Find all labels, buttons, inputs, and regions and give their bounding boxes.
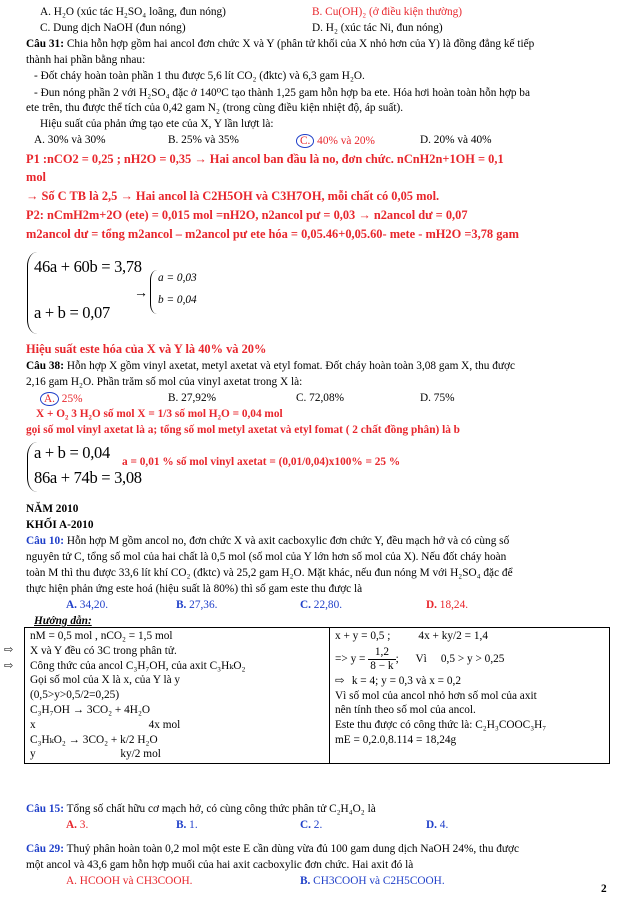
q10-option-a-letter: A.	[66, 599, 77, 611]
q29-label: Câu 29:	[26, 843, 64, 855]
q31-option-b: B. 25% và 35%	[168, 134, 239, 146]
hollow-arrow-icon: ⇨	[4, 644, 14, 656]
q38-line-1	[26, 360, 515, 372]
q38-option-a	[40, 392, 83, 406]
q10-label: Câu 10:	[26, 535, 64, 547]
q15-option-d-letter: D.	[426, 819, 437, 831]
q15-option-a	[66, 819, 88, 831]
q10-option-a-text: 34,20.	[76, 599, 109, 611]
q15-option-b	[176, 819, 198, 831]
q15-option-c-letter: C.	[300, 819, 311, 831]
result-brace	[150, 270, 158, 314]
solution-right-line	[335, 644, 604, 674]
solution-left-line: C₃H₇OH → 3CO₂ + 4H₂O	[30, 703, 151, 716]
q38-equation-1: a + b = 0,04	[34, 443, 110, 462]
fraction	[368, 646, 395, 673]
q38-option-d: D. 75%	[420, 392, 455, 404]
guide-heading: Hướng dẫn:	[34, 615, 92, 627]
q31-conclusion: Hiệu suất este hóa của X và Y là 40% và 20%	[26, 342, 267, 356]
q31-option-c	[296, 134, 375, 148]
q31-label: Câu 31:	[26, 38, 64, 50]
q30-option-d: D. H₂ (xúc tác Ni, đun nóng)	[312, 22, 443, 34]
q31-solution-4: P2: nCmH2m+2O (ete) = 0,015 mol =nH2O, n2ancol pư = 0,03 → n2ancol dư = 0,07	[26, 208, 468, 222]
eq-y-prefix: => y =	[335, 652, 366, 665]
q15-text: Tổng số chất hữu cơ mạch hở, có cùng công thức phân tử C₂H₄O₂ là	[66, 803, 376, 815]
q10-option-c	[300, 599, 342, 611]
page-number: 2	[601, 883, 607, 895]
q31-option-c-text: 40% và 20%	[314, 135, 375, 147]
q31-line-2: thành hai phần bằng nhau:	[26, 54, 146, 66]
solution-left-line: Công thức của ancol C₃H₇OH, của axit C₃HₖO₂	[30, 659, 246, 672]
solution-left-line: y ky/2 mol	[30, 748, 161, 761]
solution-left-line: Gọi số mol của X là x, của Y là y	[30, 674, 181, 687]
q10-line-3: toàn M thì thu được 33,6 lít khí CO₂ (đktc) và 25,2 gam H₂O. Mặt khác, nếu đun nóng M với H₂SO₄ đặc để	[26, 567, 513, 579]
q38-line-2: 2,16 gam H₂O. Phần trăm số mol của vinyl axetat trong X là:	[26, 376, 303, 388]
q10-option-d-letter: D.	[426, 599, 437, 611]
q38-option-c: C. 72,08%	[296, 392, 345, 404]
q10-option-c-text: 22,80.	[310, 599, 343, 611]
q29-option-b	[300, 875, 445, 887]
q38-result: a = 0,01 % số mol vinyl axetat = (0,01/0,04)x100% = 25 %	[122, 456, 401, 468]
q31-result-b: b = 0,04	[158, 294, 197, 306]
q38-option-a-text: 25%	[58, 393, 83, 405]
solution-right-line: mE = 0,2.0,8.114 = 18,24g	[335, 733, 457, 746]
q10-option-b-text: 27,36.	[186, 599, 218, 611]
q15-option-c	[300, 819, 322, 831]
q31-option-a: A. 30% và 30%	[34, 134, 106, 146]
block-heading: KHỐI A-2010	[26, 519, 94, 531]
q10-line-2: nguyên tử C, tổng số mol của hai chất là 0,5 mol (số mol của Y lớn hơn số mol của X). Nếu đốt cháy hoàn	[26, 551, 507, 563]
solution-left-line: (0,5>y>0,5/2=0,25)	[30, 689, 120, 702]
q10-option-d	[426, 599, 468, 611]
q31-solution-5: m2ancol dư = tổng m2ancol – m2ancol pư ete hóa = 0,05.46+0,05.60- mete - mH2O =3,78 gam	[26, 227, 519, 241]
q29-line-1	[26, 843, 519, 855]
q10-text-1: Hỗn hợp M gồm ancol no, đơn chức X và axit cacboxylic đơn chức Y, đều mạch hở và có cùng số	[66, 535, 510, 547]
q10-option-d-text: 18,24.	[436, 599, 469, 611]
q10-option-c-letter: C.	[300, 599, 311, 611]
q38-option-b: B. 27,92%	[168, 392, 217, 404]
q38-solution-2: gọi số mol vinyl axetat là a; tổng số mol metyl axetat và etyl fomat ( 2 chất đồng phân) là b	[26, 424, 460, 436]
implies-arrow: →	[134, 286, 148, 301]
q38-label: Câu 38:	[26, 360, 64, 372]
q29-option-b-text: CH3COOH và C2H5COOH.	[310, 875, 445, 887]
q31-line-5: ete trên, thu được thể tích của 0,42 gam N₂ (trong cùng điều kiện nhiệt độ, áp suất).	[26, 102, 404, 114]
q15-option-d	[426, 819, 448, 831]
q31-line-4: - Đun nóng phần 2 với H₂SO₄ đặc ở 140⁰C tạo thành 1,25 gam hỗn hợp ba ete. Hóa hơi hoàn toàn hỗn hợp ba	[34, 87, 530, 99]
q31-equation-2: a + b = 0,07	[34, 303, 110, 322]
solution-left-line: nM = 0,5 mol , nCO₂ = 1,5 mol	[30, 630, 173, 642]
q15-option-a-letter: A.	[66, 819, 77, 831]
q29-text-1: Thuỷ phân hoàn toàn 0,2 mol một este E cần dùng vừa đủ 100 gam dung dịch NaOH 24%, thu được	[66, 843, 520, 855]
solution-right-line: Vì số mol của ancol nhỏ hơn số mol của axit	[335, 689, 537, 702]
q29-option-b-letter: B.	[300, 875, 311, 887]
q30-option-a: A. H₂O (xúc tác H₂SO₄ loãng, đun nóng)	[40, 6, 226, 18]
q10-option-b	[176, 599, 217, 611]
q31-solution-3: → Số C TB là 2,5 → Hai ancol là C2H5OH và C3H7OH, mỗi chất có 0,05 mol.	[26, 189, 440, 203]
solution-right-line	[335, 629, 604, 644]
q31-option-d: D. 20% và 40%	[420, 134, 492, 146]
solution-right-cell	[330, 628, 610, 764]
hollow-arrow-icon: ⇨	[335, 674, 345, 687]
q31-result-a: a = 0,03	[158, 272, 197, 284]
q15-option-d-text: 4.	[436, 819, 449, 831]
q38-text-1: Hỗn hợp X gồm vinyl axetat, metyl axetat và etyl fomat. Đốt cháy hoàn toàn 3,08 gam X, thu được	[66, 360, 516, 372]
q29-line-2: một ancol và 43,6 gam hỗn hợp muối của hai axit cacboxylic đơn chức. Hai axit đó là	[26, 859, 414, 871]
eq-h2o: 4x + ky/2 = 1,4	[418, 630, 488, 642]
solution-left-cell	[25, 628, 330, 764]
q10-option-a	[66, 599, 108, 611]
eq-sum: x + y = 0,5 ;	[335, 630, 391, 642]
q38-equation-2: 86a + 74b = 3,08	[34, 468, 142, 487]
q31-line-6: Hiệu suất của phản ứng tạo ete của X, Y lần lượt là:	[40, 118, 274, 130]
q30-option-c: C. Dung dịch NaOH (đun nóng)	[40, 22, 186, 34]
q31-equation-1: 46a + 60b = 3,78	[34, 257, 142, 276]
q15-option-b-letter: B.	[176, 819, 187, 831]
q31-text-1: Chia hỗn hợp gồm hai ancol đơn chức X và Y (phân tử khối của X nhỏ hơn của Y) là đồng đẳng kế tiếp	[66, 38, 535, 50]
q31-line-3: - Đốt cháy hoàn toàn phần 1 thu được 5,6 lít CO₂ (đktc) và 6,3 gam H₂O.	[34, 70, 365, 82]
eq-y-suffix: ; Vì 0,5 > y > 0,25	[395, 652, 505, 665]
solution-table	[24, 627, 610, 764]
q15-option-a-text: 3.	[76, 819, 89, 831]
year-heading: NĂM 2010	[26, 503, 79, 515]
q15-option-c-text: 2.	[310, 819, 323, 831]
q38-solution-1: X + O₂ 3 H₂O số mol X = 1/3 số mol H₂O = 0,04 mol	[36, 408, 283, 420]
answer-circle: C.	[296, 134, 314, 148]
q10-line-1	[26, 535, 509, 547]
result-k: k = 4; y = 0,3 và x = 0,2	[349, 674, 461, 687]
q15-line	[26, 803, 376, 815]
q29-option-a: A. HCOOH và CH3COOH.	[66, 875, 193, 887]
q31-solution-2: mol	[26, 170, 46, 184]
solution-right-line: Este thu được có công thức là: C₂H₃COOC₃H₇	[335, 719, 547, 732]
q31-line-1	[26, 38, 534, 50]
solution-left-line: X và Y đều có 3C trong phân tử.	[30, 644, 177, 657]
hollow-arrow-icon: ⇨	[4, 660, 14, 672]
q10-line-4: thực hiện phản ứng este hoá (hiệu suất là 80%) thì số gam este thu được là	[26, 583, 363, 595]
solution-left-line: C₃HₖO₂ → 3CO₂ + k/2 H₂O	[30, 733, 158, 746]
answer-circle: A.	[40, 392, 59, 406]
fraction-denominator: 8 − k	[370, 659, 394, 672]
q15-label: Câu 15:	[26, 803, 64, 815]
solution-right-line	[335, 674, 604, 689]
fraction-numerator: 1,2	[368, 646, 395, 660]
q30-option-b: B. Cu(OH)₂ (ở điều kiện thường)	[312, 6, 463, 18]
q15-option-b-text: 1.	[186, 819, 198, 831]
solution-left-line: x 4x mol	[30, 718, 181, 731]
solution-right-line: nên tính theo số mol của ancol.	[335, 704, 476, 717]
q10-option-b-letter: B.	[176, 599, 187, 611]
q31-solution-1: P1 :nCO2 = 0,25 ; nH2O = 0,35 → Hai ancol ban đầu là no, đơn chức. nCnH2n+1OH = 0,1	[26, 152, 504, 166]
